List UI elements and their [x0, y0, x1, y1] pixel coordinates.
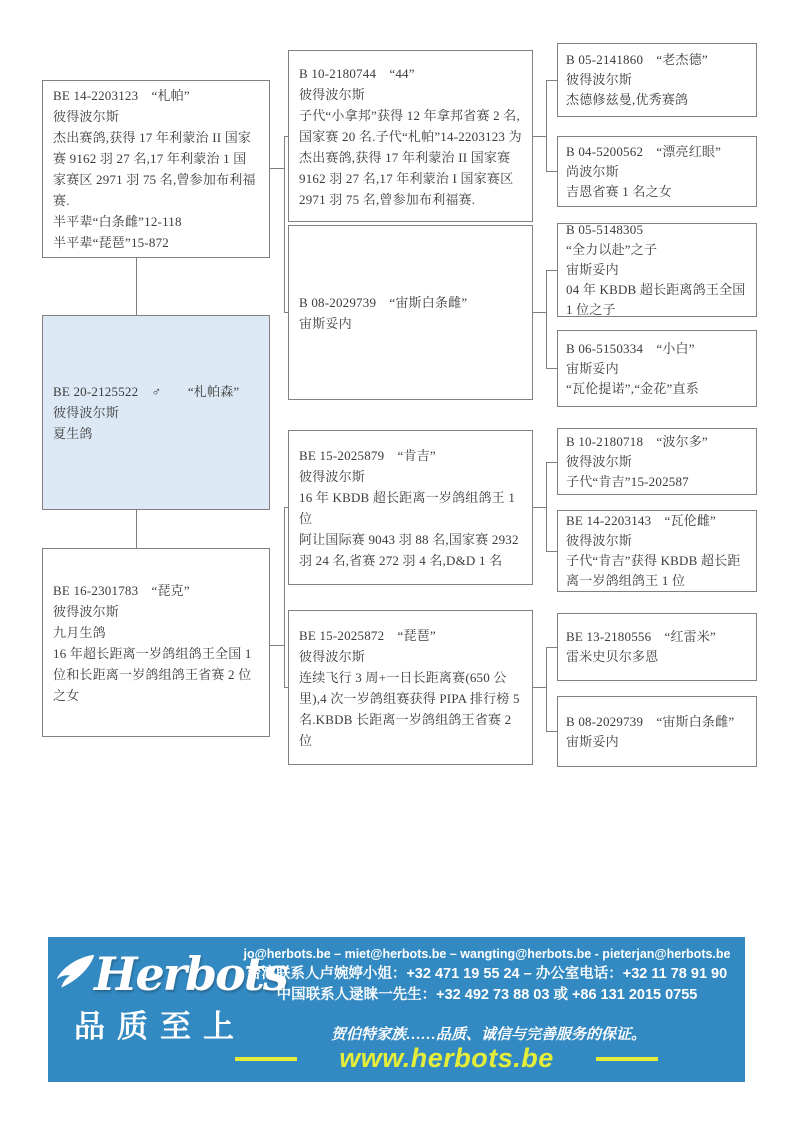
connector-line [533, 687, 546, 688]
connector-line [546, 368, 557, 369]
pedigree-text-line: B 10-2180744 “44” [299, 65, 415, 81]
pedigree-text-line: BE 14-2203143 “瓦伦雌” [566, 513, 717, 528]
connector-line [136, 258, 137, 315]
pedigree-text-line: 16 年超长距离一岁鸽组鸽王全国 1 位和长距离一岁鸽组鸽王省赛 2 位之女 [53, 645, 252, 703]
logo-wordmark: Herbots [94, 947, 287, 1001]
pedigree-text-line: 子代“肯吉”获得 KBDB 超长距离一岁鸽组鸽王 1 位 [566, 553, 741, 588]
pedigree-text-line: 九月生鸽 [53, 624, 106, 640]
pedigree-text-line: 子代“肯吉”15-202587 [566, 473, 689, 489]
connector-line [546, 647, 557, 648]
pedigree-text-line: 杰出赛鸽,获得 17 年利蒙治 II 国家赛 9162 羽 27 名,17 年利蒙治 1 国家赛区 2971 羽 75 名,曾参加布利福赛. [53, 130, 256, 208]
pedigree-text-line: 彼得波尔斯 [53, 603, 120, 619]
connector-line [546, 80, 557, 81]
pedigree-box-subject [42, 315, 270, 510]
connector-line [546, 731, 557, 732]
pedigree-text-line: BE 15-2025872 “琵琶” [299, 627, 436, 643]
pedigree-text-line: 彼得波尔斯 [299, 648, 366, 664]
pedigree-text-line: 宙斯妥内 [566, 733, 619, 749]
pedigree-text-line: 雷米史贝尔多恩 [566, 649, 659, 664]
connector-line [546, 270, 547, 368]
pedigree-text-line: 子代“小拿邦”获得 12 年拿邦省赛 2 名,国家赛 20 名.子代“札帕”14-2203123 为杰出赛鸽,获得 17 年利蒙治 II 国家赛 9162 羽 27 名,17 年利蒙治 I 国家赛区 2971 羽 75 名,曾参加布利福赛. [299, 107, 522, 207]
pedigree-text-line: BE 14-2203123 “札帕” [53, 88, 190, 103]
pedigree-text-line: 彼得波尔斯 [299, 468, 366, 484]
pedigree-text-line: 吉恩省赛 1 名之女 [566, 183, 673, 199]
pedigree-box-great-grandparent-6 [557, 510, 757, 592]
family-slogan: 贺伯特家族……品质、诚信与完善服务的保证。 [330, 1027, 646, 1043]
decorative-double-line [235, 1057, 297, 1061]
pedigree-box-great-grandparent-4 [557, 330, 757, 407]
connector-line [533, 312, 546, 313]
pedigree-text-line: B 08-2029739 “宙斯白条雌” [299, 294, 468, 310]
pedigree-text-line: “全力以赴”之子 [566, 242, 658, 257]
pedigree-text-line: 半平辈“琵琶”15-872 [53, 235, 169, 250]
connector-line [284, 507, 285, 687]
pedigree-text-line: BE 15-2025879 “肯吉” [299, 447, 436, 463]
pedigree-text-line: 彼得波尔斯 [566, 533, 633, 548]
pedigree-text-line: BE 20-2125522 ♂ “札帕森” [53, 384, 240, 399]
contact-taiwan-line: 台湾联系人卢婉婷小姐：+32 471 19 55 24 – 办公室电话：+32 11 78 91 90 [246, 966, 728, 982]
pedigree-text-line: BE 13-2180556 “红雷米” [566, 629, 717, 644]
pedigree-box-sire-sire [288, 50, 533, 222]
pedigree-box-sire-dam [288, 225, 533, 400]
pedigree-box-great-grandparent-2 [557, 136, 757, 207]
pedigree-box-dam-sire [288, 430, 533, 585]
connector-line [270, 645, 284, 646]
connector-line [533, 136, 546, 137]
connector-line [546, 171, 557, 172]
pedigree-text-line: 彼得波尔斯 [566, 72, 633, 87]
pedigree-text-line: 彼得波尔斯 [53, 109, 120, 124]
pedigree-box-great-grandparent-1 [557, 43, 757, 117]
connector-line [533, 507, 546, 508]
connector-line [546, 462, 557, 463]
pedigree-box-great-grandparent-3 [557, 223, 757, 317]
pedigree-text-line: 彼得波尔斯 [53, 405, 120, 420]
pedigree-box-sire [42, 80, 270, 258]
connector-line [284, 312, 288, 313]
pedigree-text-line: 04 年 KBDB 超长距离鸽王全国 1 位之子 [566, 282, 746, 317]
connector-line [546, 270, 557, 271]
connector-line [546, 551, 557, 552]
contact-emails: jo@herbots.be – miet@herbots.be – wangting@herbots.be - pieterjan@herbots.be [243, 947, 731, 961]
connector-line [284, 687, 288, 688]
pedigree-text-line: “瓦伦提诺”,“金花”直系 [566, 380, 699, 396]
connector-line [136, 510, 137, 548]
pedigree-text-line: 彼得波尔斯 [566, 453, 633, 469]
pedigree-text-line: 杰德修兹曼,优秀赛鸽 [566, 92, 689, 107]
pedigree-box-dam-dam [288, 610, 533, 765]
pedigree-text-line: 彼得波尔斯 [299, 86, 366, 102]
contact-china-line: 中国联系人逯睐一先生：+32 492 73 88 03 或 +86 131 2015 0755 [276, 987, 698, 1003]
connector-line [284, 136, 285, 312]
connector-line [546, 647, 547, 731]
pedigree-text-line: 连续飞行 3 周+一日长距离赛(650 公里),4 次一岁鸽组赛获得 PIPA 排行榜 5 名.KBDB 长距离一岁鸽组鸽王省赛 2 位 [299, 669, 520, 748]
contact-block [231, 944, 743, 1006]
connector-line [270, 168, 284, 169]
pedigree-box-great-grandparent-7 [557, 613, 757, 681]
pedigree-text-line: B 10-2180718 “波尔多” [566, 433, 708, 449]
pedigree-box-great-grandparent-8 [557, 696, 757, 767]
connector-line [284, 136, 288, 137]
pedigree-text-line: B 04-5200562 “漂亮红眼” [566, 143, 722, 159]
pedigree-text-line: 阿让国际赛 9043 羽 88 名,国家赛 2932 羽 24 名,省赛 272 羽 4 名,D&D 1 名 [299, 531, 519, 568]
website-row [158, 1043, 735, 1074]
decorative-double-line [596, 1057, 658, 1061]
pedigree-text-line: 宙斯妥内 [566, 262, 619, 277]
logo-subtitle: 品质至上 [74, 1009, 246, 1044]
pedigree-text-line: 宙斯妥内 [299, 315, 352, 331]
connector-line [284, 507, 288, 508]
pedigree-text-line: BE 16-2301783 “琵克” [53, 582, 190, 598]
connector-line [546, 80, 547, 171]
pedigree-text-line: B 05-2141860 “老杰德” [566, 52, 708, 67]
pedigree-text-line: B 06-5150334 “小白” [566, 340, 695, 356]
website-url: www.herbots.be [339, 1043, 554, 1073]
pedigree-text-line: 半平辈“白条雌”12-118 [53, 214, 182, 229]
pedigree-box-great-grandparent-5 [557, 428, 757, 495]
pedigree-text-line: 宙斯妥内 [566, 360, 619, 376]
pedigree-text-line: 16 年 KBDB 超长距离一岁鸽组鸽王 1 位 [299, 489, 516, 526]
connector-line [546, 462, 547, 551]
pedigree-text-line: 夏生鸽 [53, 426, 93, 441]
pedigree-box-dam [42, 548, 270, 737]
pedigree-text-line: B 08-2029739 “宙斯白条雌” [566, 713, 735, 729]
pedigree-text-line: 尚波尔斯 [566, 163, 619, 179]
footer-banner [48, 937, 745, 1082]
pedigree-text-line: B 05-5148305 [566, 222, 644, 237]
